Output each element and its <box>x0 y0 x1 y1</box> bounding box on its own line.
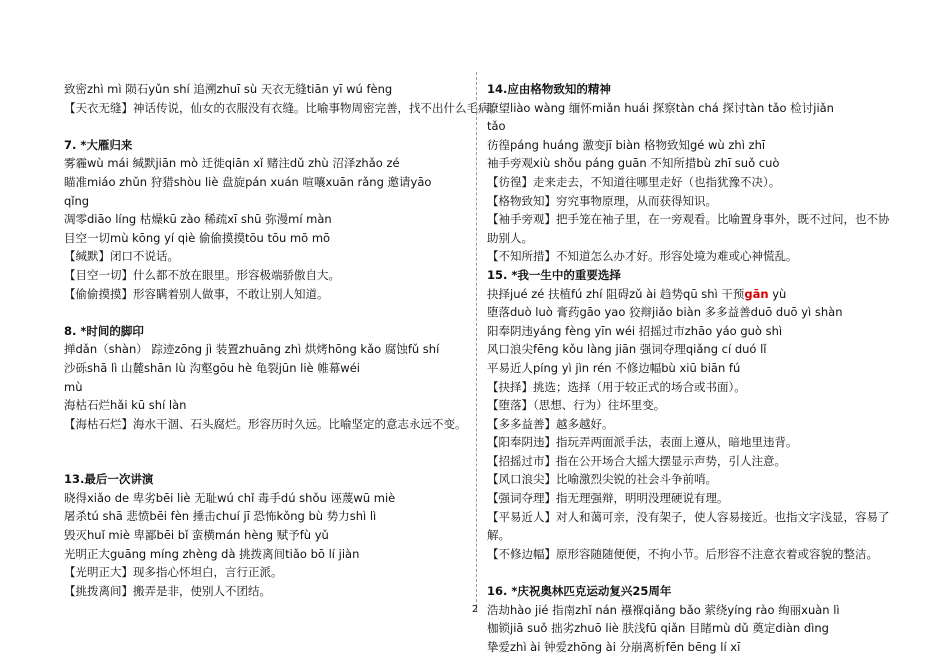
page-number: 2 <box>471 604 479 615</box>
definition-line: 【不知所措】不知道怎么办才好。形容处境为难或心神慌乱。 <box>487 249 798 264</box>
vocab-line: 致密zhì mì 陨石yǔn shí 追溯zhuī sù 天衣无缝tiān yī wú fèng <box>64 82 393 96</box>
definition-line: 【海枯石烂】海水干涸、石头腐烂。形容历时久远。比喻坚定的意志永远不变。 <box>64 416 467 431</box>
definition-line: 【平易近人】对人和蔼可亲，没有架子，使人容易接近。也指文字浅显，容易了解。 <box>487 509 890 543</box>
right-column <box>487 80 892 656</box>
definition-line: 【阳奉阴违】指玩弄两面派手法，表面上遵从，暗地里违背。 <box>487 435 798 450</box>
definition-line: 【堕落】（思想、行为）往坏里变。 <box>487 398 666 413</box>
definition-line: 【不修边幅】原形容随随便便，不拘小节。后形容不注意衣着或容貌的整洁。 <box>487 546 878 561</box>
vocab-line: 毁灭huǐ miè 卑鄙bēi bǐ 蛮横mán hèng 赋予fù yǔ <box>64 528 329 543</box>
highlighted-pinyin: gān <box>744 286 769 301</box>
definition-line: 【挑拨离间】搬弄是非，使别人不团结。 <box>64 583 271 598</box>
spacer <box>64 303 464 322</box>
vocab-line: qǐng <box>64 193 90 208</box>
vocab-line: 海枯石烂hǎi kū shí làn <box>64 398 187 413</box>
vocab-line: 晓得xiǎo de 卑劣bēi liè 无耻wú chǐ 毒手dú shǒu 诬蔑wū miè <box>64 490 396 505</box>
definition-line: 【格物致知】穷究事物原理，从而获得知识。 <box>487 193 717 208</box>
vocab-line: 堕落duò luò 膏药gāo yao 狡辩jiǎo biàn 多多益善duō duō yì shàn <box>487 305 843 320</box>
vocab-line: 沙砾shā lì 山麓shān lù 沟壑gōu hè 龟裂jūn liè 帷幕wéi <box>64 360 360 375</box>
section-heading: 8. *时间的脚印 <box>64 323 144 338</box>
vocab-line: 光明正大guāng míng zhèng dà 挑拨离间tiǎo bō lí jiàn <box>64 546 360 561</box>
section-heading: 15. *我一生中的重要选择 <box>487 267 621 282</box>
spacer <box>64 433 464 470</box>
definition-line: 【光明正大】现多指心怀坦白，言行正派。 <box>64 565 283 580</box>
definition-line: 【风口浪尖】比喻激烈尖锐的社会斗争前哨。 <box>487 472 717 487</box>
line-text: 抉择jué zé 扶植fú zhí 阻碍zǔ ài 趋势qū shì 干预 <box>487 286 745 301</box>
vocab-line: 屠杀tú shā 悲愤bēi fèn 捶击chuí jī 恐怖kǒng bù 势力shì lì <box>64 509 377 524</box>
vocab-line: 掸dǎn（shàn） 踪迹zōng jì 装置zhuāng zhì 烘烤hōng kǎo 腐蚀fǔ shí <box>64 342 440 357</box>
vocab-line: 雾霾wù mái 缄默jiān mò 迁徙qiān xǐ 赌注dǔ zhù 沼泽zhǎo zé <box>64 156 400 171</box>
vocab-line: 瞭望liào wàng 缅怀miǎn huái 探察tàn chá 探讨tàn tǎo 检讨jiǎn <box>487 100 834 115</box>
vocab-line: 瞄准miáo zhǔn 狩猎shòu liè 盘旋pán xuán 喧嚷xuān rǎng 邀请yāo <box>64 174 432 189</box>
vocab-line: 风口浪尖fēng kǒu làng jiān 强词夺理qiǎng cí duó lǐ <box>487 342 767 357</box>
definition-line: 【天衣无缝】神话传说，仙女的衣服没有衣缝。比喻事物周密完善，找不出什么毛病。 <box>64 100 501 115</box>
definition-line: 【招摇过市】指在公开场合大摇大摆显示声势，引人注意。 <box>487 453 786 468</box>
definition-line: 【强词夺理】指无理强辩，明明没理硬说有理。 <box>487 491 729 506</box>
vocab-line <box>487 285 892 304</box>
vocab-line: 阳奉阴违yáng fèng yīn wéi 招摇过市zhāo yáo guò shì <box>487 323 783 338</box>
section-heading: 14.应由格物致知的精神 <box>487 82 611 96</box>
vocab-line: 凋零diāo líng 枯燥kū zào 稀疏xī shū 弥漫mí màn <box>64 212 332 227</box>
definition-line: 【多多益善】越多越好。 <box>487 416 614 431</box>
vocab-line: 袖手旁观xiù shǒu páng guān 不知所措bù zhī suǒ cuò <box>487 156 780 171</box>
definition-line: 【抉择】挑选；选择（用于较正式的场合或书面）。 <box>487 379 746 394</box>
section-heading: 16. *庆祝奥林匹克运动复兴25周年 <box>487 584 672 599</box>
definition-line: 【彷徨】走来走去，不知道往哪里走好（也指犹豫不决）。 <box>487 174 781 189</box>
vocab-line: mù <box>64 379 83 394</box>
vocab-line: 枷锁jiā suǒ 拙劣zhuō liè 肤浅fū qiǎn 目睹mù dǔ 奠定diàn dìng <box>487 621 829 636</box>
vocab-line: 挚爱zhì ài 钟爱zhōng ài 分崩离析fēn bēng lí xī <box>487 639 741 654</box>
section-heading: 13.最后一次讲演 <box>64 472 154 487</box>
vocab-line: 浩劫hào jié 指南zhǐ nán 襁褓qiǎng bǎo 萦绕yíng rào 绚丽xuàn lì <box>487 602 840 617</box>
spacer <box>64 117 464 136</box>
section-heading: 7. *大雁归来 <box>64 137 133 152</box>
vocab-line: 彷徨páng huáng 激变jī biàn 格物致知gé wù zhì zhī <box>487 137 766 152</box>
definition-line: 【缄默】闭口不说话。 <box>64 249 179 264</box>
definition-line: 【袖手旁观】把手笼在袖子里，在一旁观看。比喻置身事外，既不过问，也不协助别人。 <box>487 212 890 245</box>
definition-line: 【目空一切】什么都不放在眼里。形容极端骄傲自大。 <box>64 267 340 282</box>
spacer <box>487 563 892 582</box>
vocab-line: 平易近人píng yì jìn rén 不修边幅bù xiū biān fú <box>487 360 741 375</box>
column-divider <box>476 72 477 612</box>
definition-line: 【偷偷摸摸】形容瞒着别人做事，不敢让别人知道。 <box>64 286 329 301</box>
line-text-tail: yù <box>768 286 787 301</box>
vocab-line: 目空一切mù kōng yí qiè 偷偷摸摸tōu tōu mō mō <box>64 230 331 245</box>
vocab-line: tǎo <box>487 119 506 134</box>
